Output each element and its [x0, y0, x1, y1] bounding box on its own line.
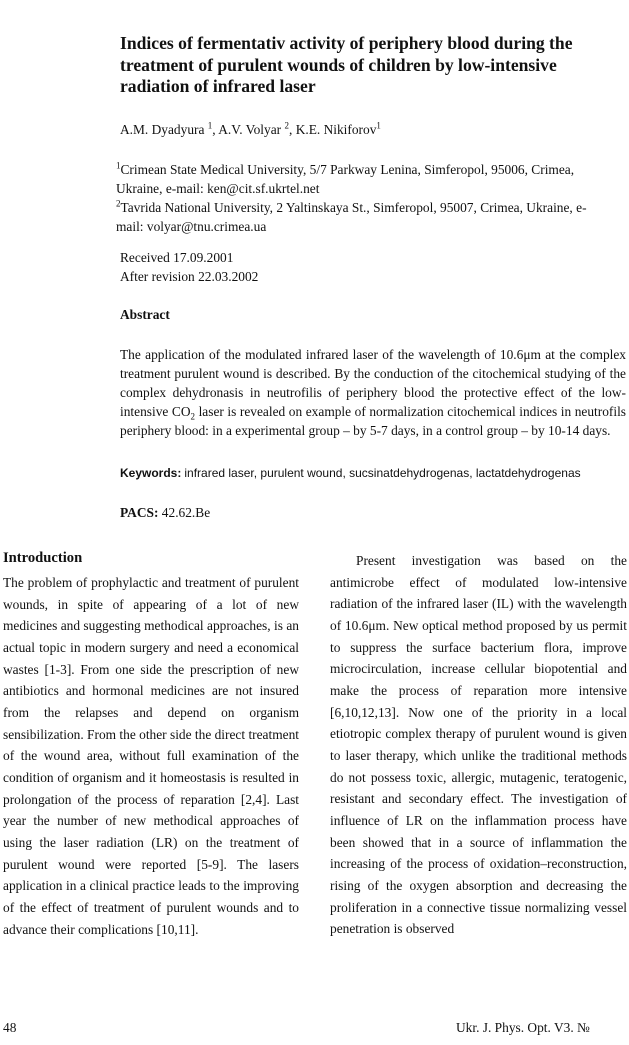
- affiliation: [116, 198, 606, 236]
- author-name: A.V. Volyar: [218, 122, 282, 137]
- abstract-subscript: 2: [190, 411, 196, 422]
- affiliation: [116, 160, 606, 198]
- affiliation-marker: 2: [116, 198, 121, 209]
- affiliation-text: Tavrida National University, 2 Yaltinskaya St., Simferopol, 95007, Crimea, Ukraine, e-mail: volyar@tnu.crimea.ua: [116, 200, 587, 234]
- affiliations: [116, 160, 606, 236]
- author-list: A.M. Dyadyura $^1$, A.V. Volyar $^2$, K.E. Nikiforov$^1$: [120, 120, 381, 137]
- author-name: A.M. Dyadyura: [120, 122, 205, 137]
- author-affil-marker: 1: [376, 120, 381, 131]
- author-name: K.E. Nikiforov: [295, 122, 377, 137]
- body-column-right: Present investigation was based on the antimicrobe effect of modulated low-intensive radiation of the infrared laser (IL) with the wavelength of 10.6μm. New optical method proposed by us permit to suppress the surface bacterium flora, improve microcirculation, increase cellular biopotential and make the process of reparation more intensive [6,10,12,13]. Now one of the priority in a local etiotropic complex therapy of purulent wound is given to laser therapy, which unlike the traditional methods do not possess toxic, allergic, mutagenic, teratogenic, resistant and secondary effect. The investigation of influence of LR on the inflammation process have been showed that in a source of inflammation the increasing of the process of oxidation–reconstruction, rising of the oxygen absorption and decreasing the proliferation in a connective tissue normalizing vessel penetration is observed: [330, 553, 627, 937]
- section-heading-introduction: Introduction: [3, 550, 83, 566]
- author-affil-marker: 2: [284, 120, 289, 131]
- journal-footer: Ukr. J. Phys. Opt. V3. №: [456, 1020, 590, 1035]
- revision-date: After revision 22.03.2002: [120, 269, 259, 284]
- pacs-code: 42.62.Be: [161, 505, 211, 520]
- keywords-text: infrared laser, purulent wound, sucsinatdehydrogenas, lactatdehydrogenas: [184, 466, 581, 480]
- abstract-text: The application of the modulated infrared laser of the wavelength of 10.6μm at the complex treatment purulent wound is described. By the conduction of the citochemical studying of the complex dehydronasis in neutrofilis of periphery blood the protective effect of the low-intensive CO: [120, 347, 626, 419]
- submission-dates: [120, 248, 258, 286]
- paper-title: Indices of fermentativ activity of periphery blood during the treatment of purulent wounds of children by low-intensive radiation of infrared laser: [120, 33, 573, 96]
- keywords-label: Keywords:: [120, 466, 182, 480]
- keywords: [120, 466, 626, 481]
- affiliation-marker: 1: [116, 160, 121, 171]
- abstract-text: laser is revealed on example of normalization citochemical indices in neutrofils periphery blood: in a experimental group – by 5-7 days, in a control group – by 10-14 days.: [120, 404, 627, 438]
- abstract-body: [120, 345, 626, 440]
- abstract-heading: Abstract: [120, 307, 170, 322]
- pacs: [120, 505, 210, 521]
- pacs-label: PACS:: [120, 505, 159, 520]
- page-number: 48: [3, 1020, 17, 1035]
- received-date: Received 17.09.2001: [120, 250, 234, 265]
- body-column-left: The problem of prophylactic and treatment of purulent wounds, in spite of appearing of a lot of new medicines and suggesting methodical approaches, is an actual topic in modern surgery and need a economical wastes [1-3]. From one side the prescription of new antibiotics and hormonal medicines are not insured from the relapses and depend on organism sensibilization. From the other side the direct treatment of the wound area, without full examination of the condition of organism and it homeostasis is resulted in prolongation of the process of reparation [2,4]. Last year the number of new methodical approaches of using the laser radiation (LR) on the treatment of purulent wound were reported [5-9]. The lasers application in a clinical practice leads to the improving of the effect of treatment of purulent wounds and to advance their complications [10,11].: [3, 575, 299, 937]
- affiliation-text: Crimean State Medical University, 5/7 Parkway Lenina, Simferopol, 95006, Crimea, Ukraine, e-mail: ken@cit.sf.ukrtel.net: [116, 162, 575, 196]
- author-affil-marker: 1: [207, 120, 213, 131]
